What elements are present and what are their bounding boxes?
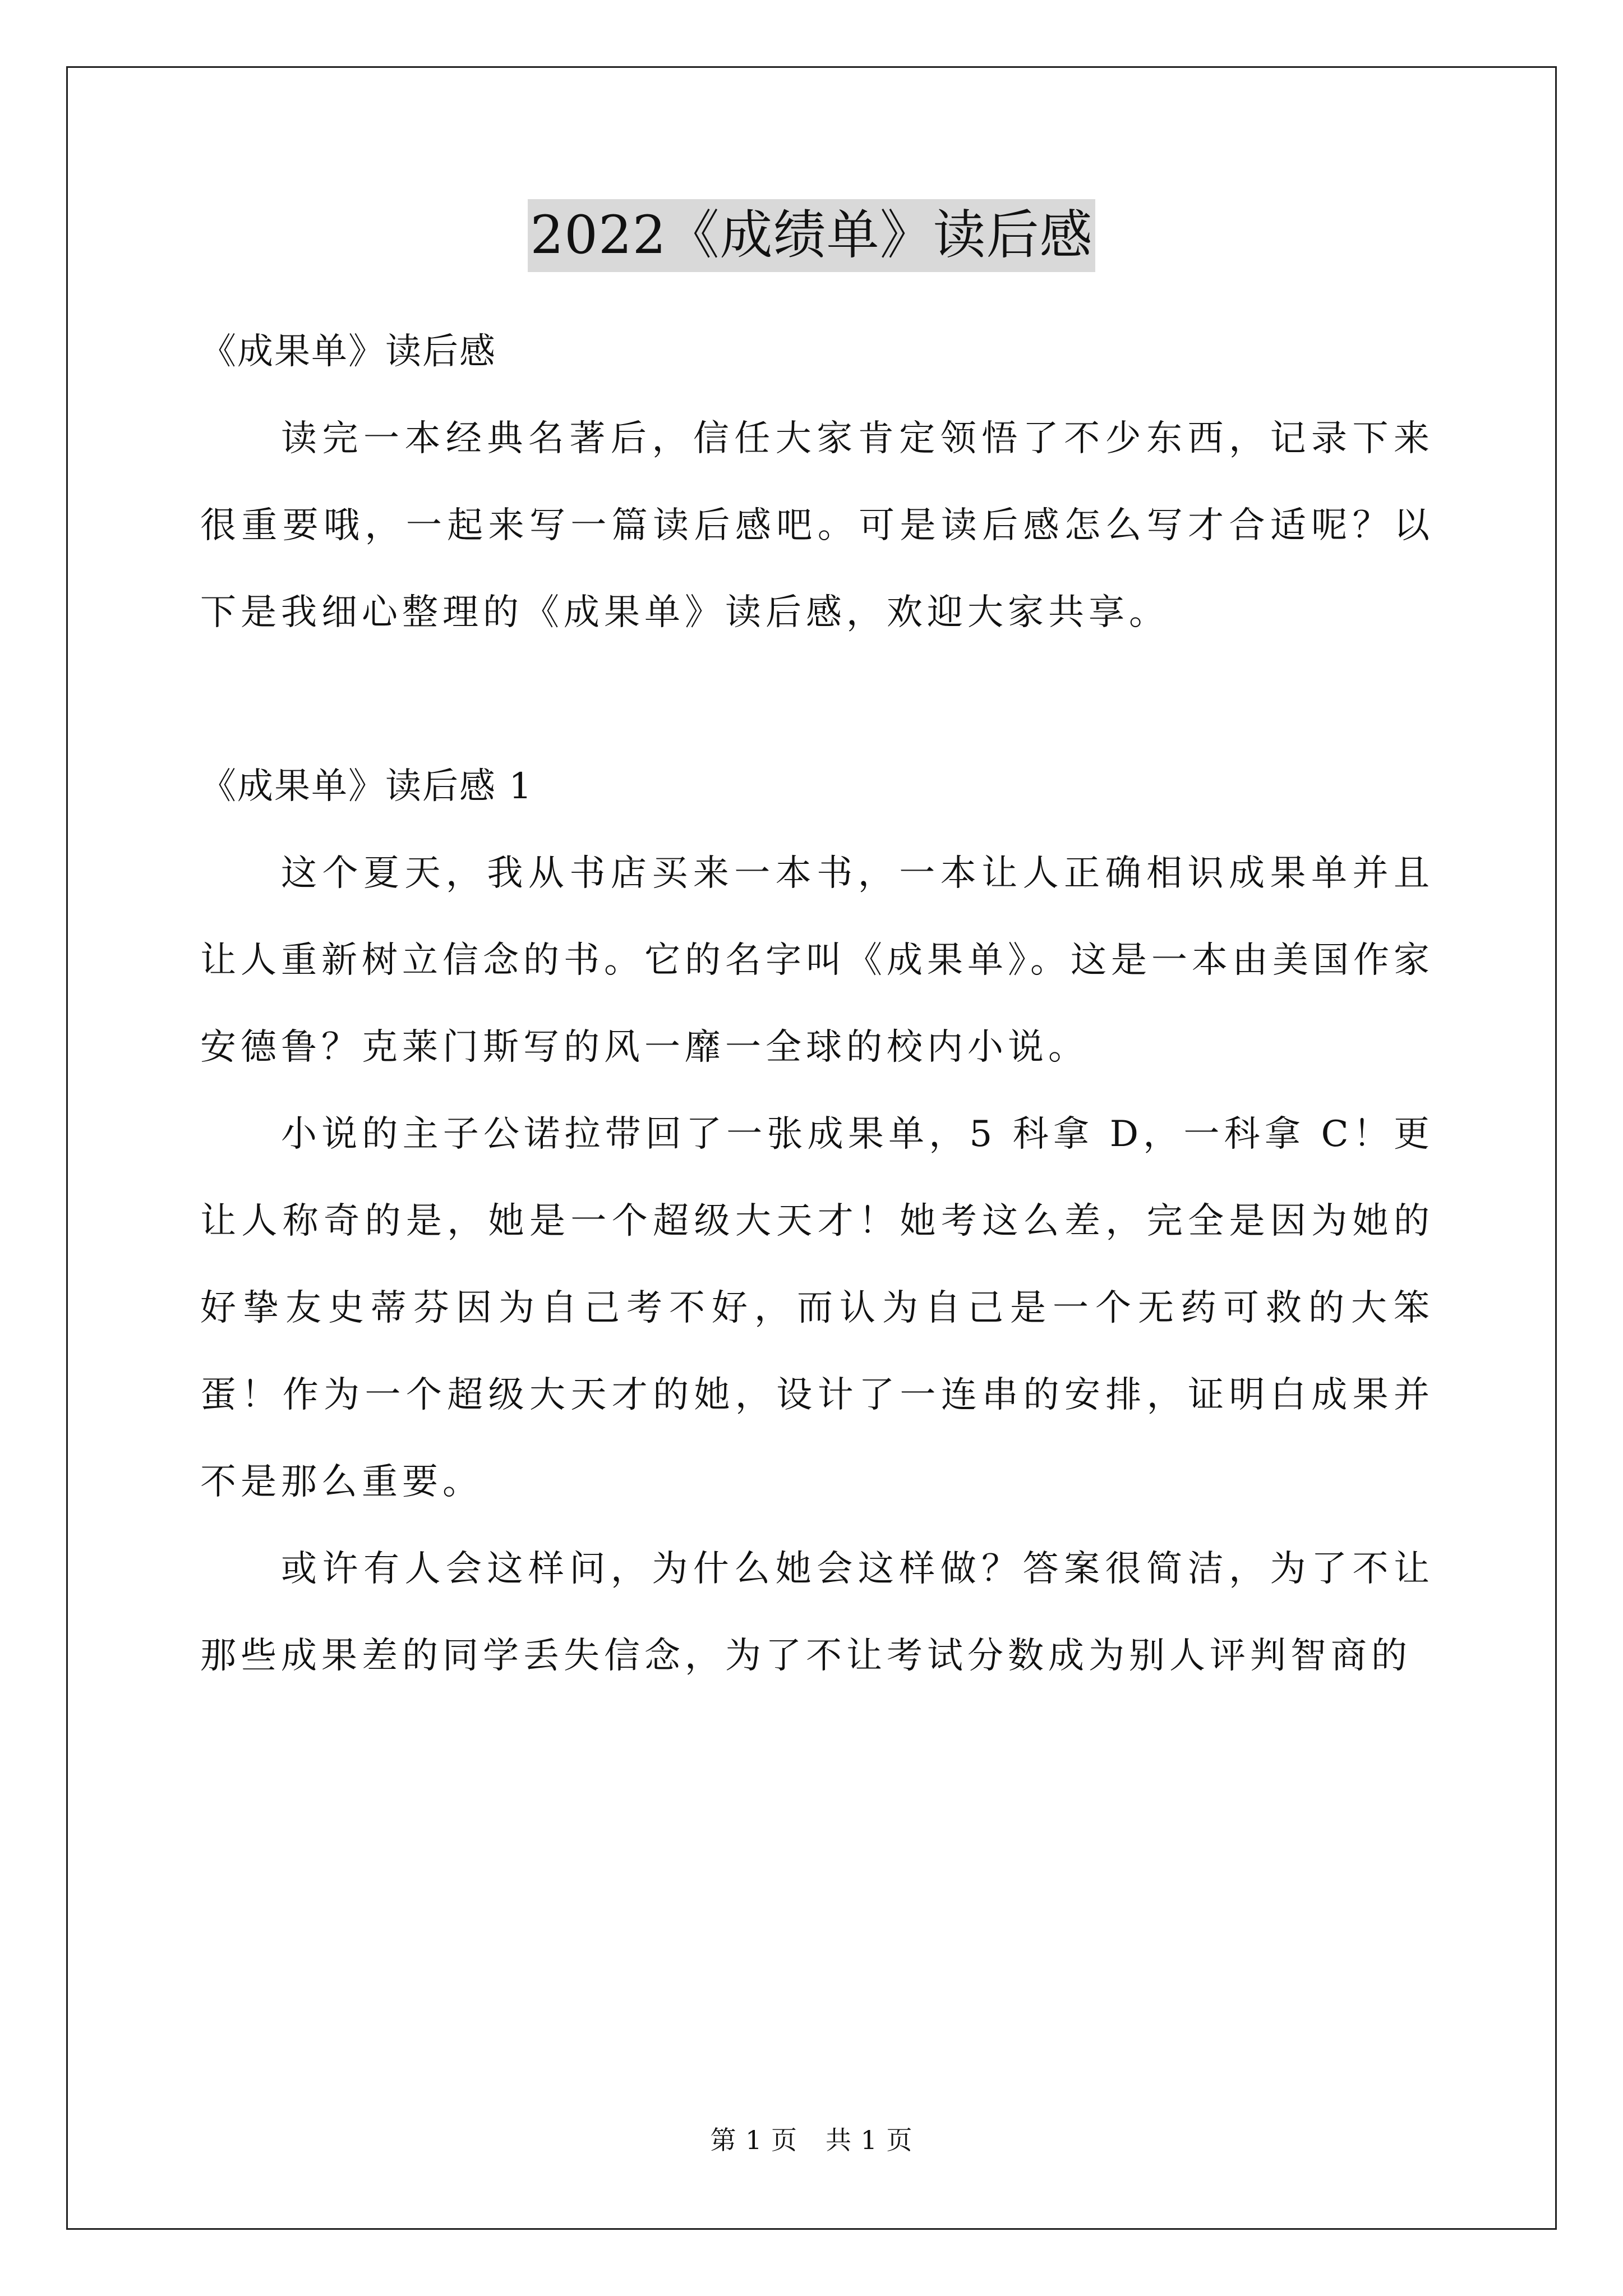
body-paragraph: 这个夏天，我从书店买来一本书，一本让人正确相识成果单并且让人重新树立信念的书。它的名字叫《成果单》。这是一本由美国作家安德鲁？克莱门斯写的风一靡一全球的校内小说。 — [200, 853, 1434, 1068]
page-footer — [0, 2123, 1623, 2157]
intro-paragraph: 读完一本经典名著后，信任大家肯定领悟了不少东西，记录下来很重要哦，一起来写一篇读后感吧。可是读后感怎么写才合适呢？以下是我细心整理的《成果单》读后感，欢迎大家共享。 — [200, 418, 1434, 633]
body-paragraph: 或许有人会这样问，为什么她会这样做？答案很简洁，为了不让那些成果差的同学丢失信念，为了不让考试分数成为别人评判智商的 — [200, 1548, 1434, 1677]
page-total: 共 1 页 — [826, 2125, 913, 2155]
body-paragraph: 小说的主子公诺拉带回了一张成果单，5 科拿 D，一科拿 C！更让人称奇的是，她是一个超级大天才！她考这么差，完全是因为她的好挚友史蒂芬因为自己考不好，而认为自己是一个无药可救的大笨蛋！作为一个超级大天才的她，设计了一连串的安排，证明白成果并不是那么重要。 — [200, 1114, 1434, 1503]
spacer — [200, 656, 1434, 743]
section-heading: 《成果单》读后感 1 — [200, 766, 533, 807]
document-body — [200, 309, 1434, 1700]
subtitle: 《成果单》读后感 — [200, 331, 496, 372]
title-container — [0, 199, 1623, 272]
document-title: 2022《成绩单》读后感 — [528, 199, 1095, 272]
page-number: 第 1 页 — [710, 2125, 797, 2155]
